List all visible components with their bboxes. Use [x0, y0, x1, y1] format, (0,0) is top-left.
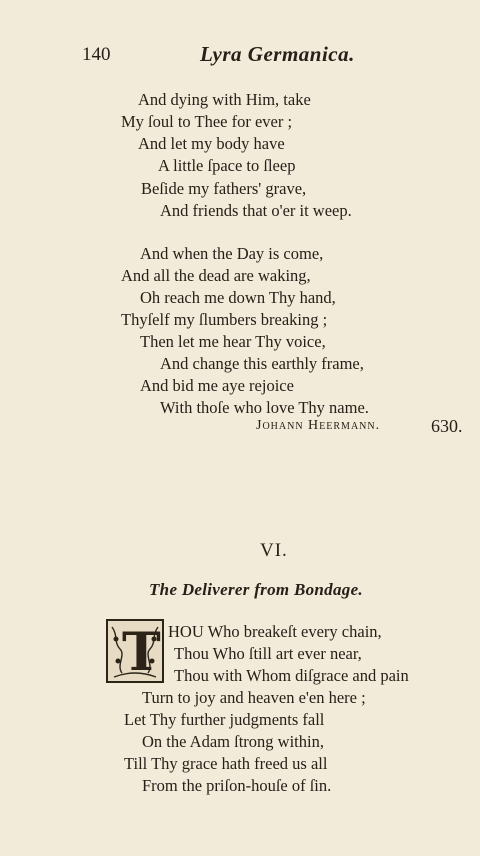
poem-line: And bid me aye rejoice	[140, 376, 294, 395]
poem-line: Beſide my fathers' grave,	[141, 179, 307, 198]
author-name: Johann Heermann.	[256, 418, 381, 433]
poem-line: And friends that o'er it weep.	[160, 201, 352, 220]
drop-cap-letter: T	[122, 622, 161, 683]
page-number: 140	[82, 44, 111, 65]
section-title: The Deliverer from Bondage.	[149, 580, 363, 599]
section-number: VI.	[260, 540, 288, 561]
poem-line: My ſoul to Thee for ever ;	[121, 112, 293, 131]
poem-line: On the Adam ſtrong within,	[142, 732, 324, 751]
poem-line: And let my body have	[138, 134, 285, 153]
poem-line: From the priſon-houſe of ſin.	[142, 776, 332, 795]
poem-line: Oh reach me down Thy hand,	[140, 288, 336, 307]
poem-line: A little ſpace to ſleep	[158, 156, 296, 175]
poem-line: HOU Who breakeſt every chain,	[168, 622, 382, 641]
poem-line: Let Thy further judgments fall	[124, 710, 325, 729]
poem-line: And change this earthly frame,	[160, 354, 364, 373]
poem-line: Then let me hear Thy voice,	[140, 332, 326, 351]
poem-line: Thyſelf my ſlumbers breaking ;	[121, 310, 328, 329]
running-title: Lyra Germanica.	[200, 42, 355, 66]
hymn-number: 630.	[431, 416, 463, 436]
poem-line: Thou Who ſtill art ever near,	[174, 644, 362, 663]
poem-line: And dying with Him, take	[138, 90, 311, 109]
poem-line: And all the dead are waking,	[121, 266, 311, 285]
poem-line: Till Thy grace hath freed us all	[124, 754, 328, 773]
poem-line: Thou with Whom diſgrace and pain	[174, 666, 409, 685]
poem-line: With thoſe who love Thy name.	[160, 398, 369, 417]
poem-line: Turn to joy and heaven e'en here ;	[142, 688, 366, 707]
poem-line: And when the Day is come,	[140, 244, 324, 263]
ornamental-initial	[106, 619, 164, 683]
